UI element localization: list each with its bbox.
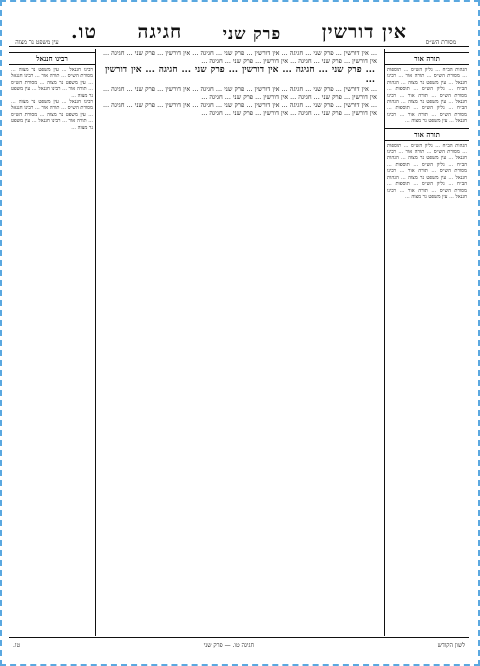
right-column-text-2: הגהות הב״ח ... גליון הש״ס ... תוספות ... מסורת הש״ס ... תורה אור ... רבינו חננאל ... עין משפט נר מצוה ... הגהות הב״ח ... גליון הש״ס ... תוספות ... מסורת הש״ס ... תורה אור ... רבינו חננאל ... עין משפט נר מצוה ... הגהות הב״ח ... גליון הש״ס ... תוספות ... מסורת הש״ס ... תורה אור ... רבינו חננאל ... עין משפט נר מצוה ... xyxy=(387,142,467,200)
right-column-title-2: תורה אור xyxy=(385,128,469,141)
header-title-left: חגיגה xyxy=(137,21,183,43)
header-title-right: אין דורשין xyxy=(321,21,407,43)
header-page-number: טו. xyxy=(71,21,97,43)
header-left-edge: עין משפט נר מצוה xyxy=(15,39,59,46)
left-column-title: רבינו חננאל xyxy=(9,52,95,65)
footer-center: חגיגה טו. — פרק שני xyxy=(203,641,255,649)
footer-left: טו. xyxy=(13,641,21,649)
main-text-column xyxy=(99,49,381,636)
footer-right: לשון הקודש xyxy=(437,641,465,649)
header-main xyxy=(65,21,413,46)
center-commentary-bottom: ... אין דורשין ... פרק שני ... חגיגה ... אין דורשין ... פרק שני ... חגיגה ... אין דורשין ... פרק שני ... חגיגה ... אין דורשין ... פרק שני ... חגיגה ... אין דורשין ... פרק שני ... חגיגה ... xyxy=(103,85,377,102)
center-main-text: ... פרק שני ... חגיגה ... אין דורשין ... פרק שני ... חגיגה ... אין דורשין ... xyxy=(105,65,375,86)
center-commentary-top: ... אין דורשין ... פרק שני ... חגיגה ... אין דורשין ... פרק שני ... חגיגה ... אין דורשין ... פרק שני ... חגיגה ... אין דורשין ... פרק שני ... חגיגה ... אין דורשין ... פרק שני ... חגיגה ... xyxy=(103,49,377,65)
left-margin-column xyxy=(9,49,96,636)
right-column-text: הגהות הב״ח ... גליון הש״ס ... תוספות ... מסורת הש״ס ... תורה אור ... רבינו חננאל ... עין משפט נר מצוה ... הגהות הב״ח ... גליון הש״ס ... תוספות ... מסורת הש״ס ... תורה אור ... רבינו חננאל ... עין משפט נר מצוה ... הגהות הב״ח ... גליון הש״ס ... תוספות ... מסורת הש״ס ... תורה אור ... רבינו חננאל ... עין משפט נר מצוה ... xyxy=(387,67,467,125)
center-commentary-bottom-2: ... אין דורשין ... פרק שני ... חגיגה ... אין דורשין ... פרק שני ... חגיגה ... אין דורשין ... פרק שני ... חגיגה ... אין דורשין ... פרק שני ... חגיגה ... אין דורשין ... פרק שני ... חגיגה ... xyxy=(103,101,377,118)
right-margin-column xyxy=(384,49,469,636)
page-footer xyxy=(9,637,469,652)
header-title-center: פרק שני xyxy=(222,24,282,43)
right-column-title: תורה אור xyxy=(385,52,469,65)
talmud-page xyxy=(9,10,469,652)
left-column-text-2: רבינו חננאל ... עין משפט נר מצוה ... מסורת הש״ס ... תורה אור ... רבינו חננאל ... עין משפט נר מצוה ... מסורת הש״ס ... תורה אור ... רבינו חננאל ... עין משפט נר מצוה ... xyxy=(11,99,93,131)
header-right-edge: מסורת הש״ס xyxy=(425,39,457,46)
left-column-text: רבינו חננאל ... עין משפט נר מצוה ... מסורת הש״ס ... תורה אור ... רבינו חננאל ... עין משפט נר מצוה ... מסורת הש״ס ... תורה אור ... רבינו חננאל ... עין משפט נר מצוה ... xyxy=(11,67,93,99)
page-header xyxy=(9,10,469,47)
